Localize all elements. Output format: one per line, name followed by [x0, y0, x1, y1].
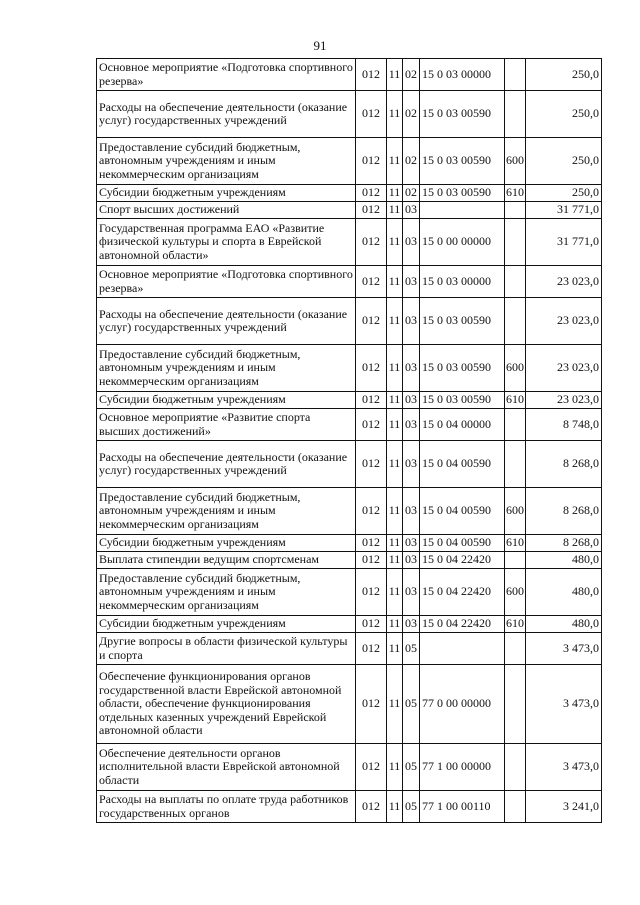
- row-ministry-cell: 012: [356, 202, 387, 219]
- row-name-cell: Расходы на обеспечение деятельности (оказание услуг) государственных учреждений: [97, 298, 356, 345]
- row-expense-cell: [505, 266, 526, 298]
- row-subsection-cell: 05: [403, 633, 420, 665]
- row-target-cell: 15 0 03 00590: [420, 91, 505, 138]
- table-body: [97, 59, 602, 823]
- row-amount-cell: 8 268,0: [526, 488, 602, 535]
- row-name-cell: Другие вопросы в области физической культуры и спорта: [97, 633, 356, 665]
- row-amount-cell: 8 748,0: [526, 409, 602, 441]
- row-subsection-cell: 03: [403, 219, 420, 266]
- row-amount-cell: 480,0: [526, 552, 602, 569]
- row-section-cell: 11: [387, 569, 403, 616]
- row-name-cell: Предоставление субсидий бюджетным, автономным учреждениям и иным некоммерческим организациям: [97, 488, 356, 535]
- row-ministry-cell: 012: [356, 138, 387, 185]
- row-ministry-cell: 012: [356, 392, 387, 409]
- row-target-cell: 15 0 04 22420: [420, 552, 505, 569]
- row-name-cell: Государственная программа ЕАО «Развитие физической культуры и спорта в Еврейской автономной области»: [97, 219, 356, 266]
- row-ministry-cell: 012: [356, 185, 387, 202]
- row-section-cell: 11: [387, 202, 403, 219]
- row-amount-cell: 3 473,0: [526, 744, 602, 791]
- row-target-cell: 15 0 04 22420: [420, 616, 505, 633]
- row-expense-cell: 610: [505, 616, 526, 633]
- row-amount-cell: 480,0: [526, 616, 602, 633]
- row-amount-cell: 250,0: [526, 185, 602, 202]
- row-name-cell: Субсидии бюджетным учреждениям: [97, 616, 356, 633]
- row-ministry-cell: 012: [356, 91, 387, 138]
- table-row: [97, 409, 602, 441]
- row-expense-cell: 600: [505, 488, 526, 535]
- row-name-cell: Субсидии бюджетным учреждениям: [97, 392, 356, 409]
- row-name-cell: Предоставление субсидий бюджетным, автономным учреждениям и иным некоммерческим организациям: [97, 138, 356, 185]
- row-ministry-cell: 012: [356, 345, 387, 392]
- table-row: [97, 138, 602, 185]
- row-ministry-cell: 012: [356, 791, 387, 823]
- row-ministry-cell: 012: [356, 616, 387, 633]
- table-row: [97, 345, 602, 392]
- row-section-cell: 11: [387, 744, 403, 791]
- row-subsection-cell: 02: [403, 91, 420, 138]
- row-amount-cell: 31 771,0: [526, 219, 602, 266]
- row-target-cell: 77 0 00 00000: [420, 665, 505, 744]
- row-expense-cell: [505, 441, 526, 488]
- row-target-cell: [420, 202, 505, 219]
- row-name-cell: Расходы на выплаты по оплате труда работников государственных органов: [97, 791, 356, 823]
- row-subsection-cell: 03: [403, 409, 420, 441]
- row-name-cell: Расходы на обеспечение деятельности (оказание услуг) государственных учреждений: [97, 441, 356, 488]
- row-subsection-cell: 03: [403, 569, 420, 616]
- row-section-cell: 11: [387, 633, 403, 665]
- row-expense-cell: [505, 409, 526, 441]
- row-name-cell: Основное мероприятие «Подготовка спортивного резерва»: [97, 266, 356, 298]
- row-section-cell: 11: [387, 535, 403, 552]
- row-target-cell: 15 0 03 00590: [420, 345, 505, 392]
- row-subsection-cell: 02: [403, 185, 420, 202]
- row-expense-cell: [505, 219, 526, 266]
- row-target-cell: 15 0 00 00000: [420, 219, 505, 266]
- row-name-cell: Обеспечение деятельности органов исполнительной власти Еврейской автономной области: [97, 744, 356, 791]
- table-row: [97, 791, 602, 823]
- row-subsection-cell: 03: [403, 535, 420, 552]
- row-amount-cell: 250,0: [526, 91, 602, 138]
- page-number: 91: [313, 38, 327, 53]
- row-name-cell: Расходы на обеспечение деятельности (оказание услуг) государственных учреждений: [97, 91, 356, 138]
- row-expense-cell: [505, 91, 526, 138]
- row-subsection-cell: 02: [403, 138, 420, 185]
- row-amount-cell: 23 023,0: [526, 392, 602, 409]
- row-section-cell: 11: [387, 185, 403, 202]
- row-subsection-cell: 03: [403, 392, 420, 409]
- table-row: [97, 488, 602, 535]
- row-expense-cell: [505, 552, 526, 569]
- row-target-cell: 15 0 04 00590: [420, 535, 505, 552]
- row-target-cell: 15 0 03 00000: [420, 59, 505, 91]
- row-section-cell: 11: [387, 59, 403, 91]
- row-ministry-cell: 012: [356, 665, 387, 744]
- row-ministry-cell: 012: [356, 441, 387, 488]
- row-subsection-cell: 03: [403, 441, 420, 488]
- row-name-cell: Спорт высших достижений: [97, 202, 356, 219]
- table-row: [97, 535, 602, 552]
- row-expense-cell: [505, 59, 526, 91]
- table-row: [97, 633, 602, 665]
- row-section-cell: 11: [387, 791, 403, 823]
- row-amount-cell: 3 473,0: [526, 665, 602, 744]
- table-row: [97, 569, 602, 616]
- row-name-cell: Обеспечение функционирования органов государственной власти Еврейской автономной области, обеспечение функционирования отдельных казенных учреждений Еврейской автономной области: [97, 665, 356, 744]
- table-row: [97, 616, 602, 633]
- row-section-cell: 11: [387, 298, 403, 345]
- row-expense-cell: 610: [505, 535, 526, 552]
- row-section-cell: 11: [387, 665, 403, 744]
- row-ministry-cell: 012: [356, 409, 387, 441]
- row-name-cell: Предоставление субсидий бюджетным, автономным учреждениям и иным некоммерческим организациям: [97, 345, 356, 392]
- row-target-cell: 15 0 04 00590: [420, 441, 505, 488]
- table-row: [97, 552, 602, 569]
- row-subsection-cell: 03: [403, 488, 420, 535]
- row-amount-cell: 23 023,0: [526, 298, 602, 345]
- table-row: [97, 665, 602, 744]
- table-row: [97, 219, 602, 266]
- row-amount-cell: 8 268,0: [526, 441, 602, 488]
- row-section-cell: 11: [387, 616, 403, 633]
- row-expense-cell: 600: [505, 138, 526, 185]
- row-target-cell: 15 0 04 22420: [420, 569, 505, 616]
- row-section-cell: 11: [387, 91, 403, 138]
- row-target-cell: 15 0 03 00590: [420, 392, 505, 409]
- row-subsection-cell: 03: [403, 616, 420, 633]
- row-target-cell: 15 0 03 00590: [420, 138, 505, 185]
- row-name-cell: Субсидии бюджетным учреждениям: [97, 185, 356, 202]
- row-section-cell: 11: [387, 392, 403, 409]
- row-name-cell: Основное мероприятие «Подготовка спортивного резерва»: [97, 59, 356, 91]
- row-ministry-cell: 012: [356, 266, 387, 298]
- row-name-cell: Предоставление субсидий бюджетным, автономным учреждениям и иным некоммерческим организациям: [97, 569, 356, 616]
- table-row: [97, 298, 602, 345]
- row-target-cell: 15 0 03 00590: [420, 185, 505, 202]
- row-amount-cell: 250,0: [526, 59, 602, 91]
- row-section-cell: 11: [387, 409, 403, 441]
- table-row: [97, 744, 602, 791]
- row-subsection-cell: 05: [403, 665, 420, 744]
- row-target-cell: 15 0 04 00590: [420, 488, 505, 535]
- row-expense-cell: 600: [505, 569, 526, 616]
- table-row: [97, 91, 602, 138]
- row-amount-cell: 23 023,0: [526, 266, 602, 298]
- row-amount-cell: 8 268,0: [526, 535, 602, 552]
- row-section-cell: 11: [387, 266, 403, 298]
- row-expense-cell: [505, 744, 526, 791]
- budget-table: [96, 58, 602, 823]
- row-expense-cell: 610: [505, 392, 526, 409]
- row-subsection-cell: 05: [403, 791, 420, 823]
- row-amount-cell: 31 771,0: [526, 202, 602, 219]
- row-section-cell: 11: [387, 345, 403, 392]
- table-row: [97, 392, 602, 409]
- row-ministry-cell: 012: [356, 59, 387, 91]
- row-subsection-cell: 03: [403, 345, 420, 392]
- row-expense-cell: [505, 202, 526, 219]
- row-subsection-cell: 03: [403, 298, 420, 345]
- row-amount-cell: 3 473,0: [526, 633, 602, 665]
- row-section-cell: 11: [387, 552, 403, 569]
- row-amount-cell: 250,0: [526, 138, 602, 185]
- row-ministry-cell: 012: [356, 298, 387, 345]
- row-expense-cell: [505, 665, 526, 744]
- table-row: [97, 441, 602, 488]
- row-subsection-cell: 03: [403, 266, 420, 298]
- row-ministry-cell: 012: [356, 744, 387, 791]
- row-section-cell: 11: [387, 138, 403, 185]
- row-target-cell: 15 0 04 00000: [420, 409, 505, 441]
- table-row: [97, 202, 602, 219]
- row-target-cell: [420, 633, 505, 665]
- row-name-cell: Выплата стипендии ведущим спортсменам: [97, 552, 356, 569]
- table-row: [97, 59, 602, 91]
- row-section-cell: 11: [387, 488, 403, 535]
- row-amount-cell: 3 241,0: [526, 791, 602, 823]
- row-ministry-cell: 012: [356, 633, 387, 665]
- row-name-cell: Основное мероприятие «Развитие спорта высших достижений»: [97, 409, 356, 441]
- row-subsection-cell: 03: [403, 552, 420, 569]
- row-target-cell: 15 0 03 00000: [420, 266, 505, 298]
- row-target-cell: 15 0 03 00590: [420, 298, 505, 345]
- row-target-cell: 77 1 00 00110: [420, 791, 505, 823]
- row-section-cell: 11: [387, 219, 403, 266]
- row-subsection-cell: 05: [403, 744, 420, 791]
- row-ministry-cell: 012: [356, 535, 387, 552]
- row-expense-cell: 610: [505, 185, 526, 202]
- table-row: [97, 266, 602, 298]
- row-subsection-cell: 03: [403, 202, 420, 219]
- row-expense-cell: [505, 633, 526, 665]
- row-expense-cell: [505, 791, 526, 823]
- row-expense-cell: [505, 298, 526, 345]
- row-name-cell: Субсидии бюджетным учреждениям: [97, 535, 356, 552]
- row-ministry-cell: 012: [356, 219, 387, 266]
- row-ministry-cell: 012: [356, 569, 387, 616]
- row-expense-cell: 600: [505, 345, 526, 392]
- row-ministry-cell: 012: [356, 552, 387, 569]
- row-section-cell: 11: [387, 441, 403, 488]
- table-row: [97, 185, 602, 202]
- row-subsection-cell: 02: [403, 59, 420, 91]
- row-amount-cell: 480,0: [526, 569, 602, 616]
- row-target-cell: 77 1 00 00000: [420, 744, 505, 791]
- row-amount-cell: 23 023,0: [526, 345, 602, 392]
- row-ministry-cell: 012: [356, 488, 387, 535]
